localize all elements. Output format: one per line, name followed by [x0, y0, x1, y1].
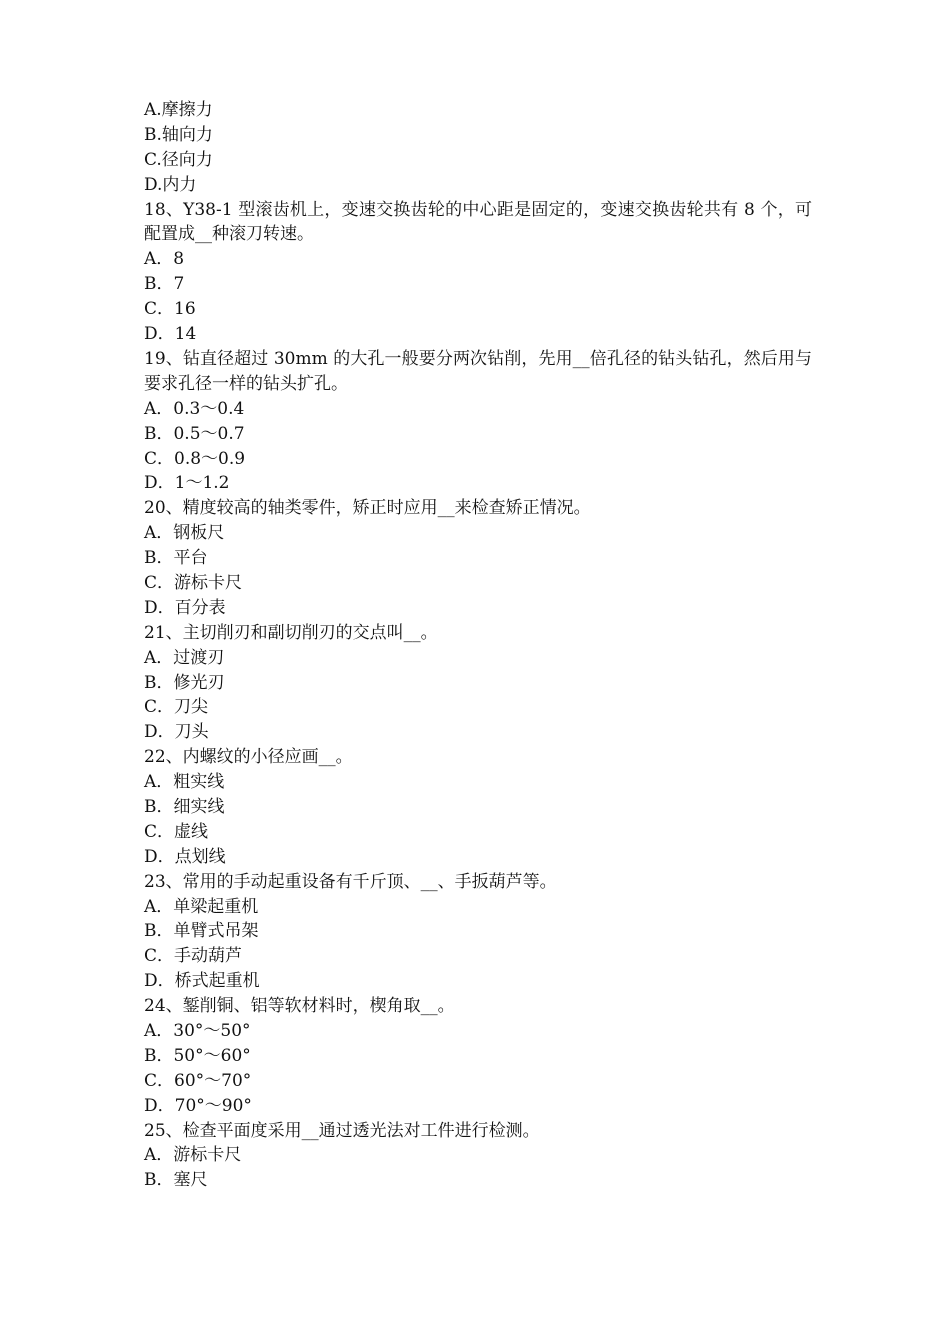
question-22	[144, 745, 812, 869]
option-d: D．桥式起重机	[144, 971, 260, 992]
previous-question-options	[144, 98, 812, 198]
option-c: C．刀尖	[144, 697, 209, 718]
option-d: D.内力	[144, 174, 197, 195]
question-stem: 24、錾削铜、铝等软材料时，楔角取__。	[144, 996, 455, 1017]
option-d: D．点划线	[144, 846, 226, 867]
option-b: B．修光刃	[144, 672, 225, 693]
option-b: B．塞尺	[144, 1170, 208, 1191]
option-d: D．百分表	[144, 597, 226, 618]
option-b: B．0.5～0.7	[144, 423, 245, 444]
option-b: B.轴向力	[144, 124, 213, 145]
option-a: A．过渡刃	[144, 647, 225, 668]
question-stem: 18、Y38-1 型滚齿机上，变速交换齿轮的中心距是固定的，变速交换齿轮共有 8 个，可配置成__种滚刀转速。	[144, 199, 812, 245]
option-a: A．30°～50°	[144, 1021, 251, 1042]
option-b: B．平台	[144, 548, 208, 569]
option-d: D．1～1.2	[144, 473, 230, 494]
option-d: D．刀头	[144, 722, 209, 743]
option-c: C．0.8～0.9	[144, 448, 246, 469]
option-a: A．单梁起重机	[144, 896, 259, 917]
option-d: D．70°～90°	[144, 1095, 252, 1116]
question-18	[144, 198, 812, 347]
question-stem: 23、常用的手动起重设备有千斤顶、__、手扳葫芦等。	[144, 871, 557, 892]
option-b: B．50°～60°	[144, 1045, 251, 1066]
document-body	[144, 98, 812, 1193]
question-19	[144, 347, 812, 496]
option-c: C.径向力	[144, 149, 213, 170]
question-stem: 19、钻直径超过 30mm 的大孔一般要分两次钻削，先用__倍孔径的钻头钻孔，然后用与要求孔径一样的钻头扩孔。	[144, 348, 812, 394]
option-d: D．14	[144, 324, 197, 345]
question-23	[144, 870, 812, 994]
option-c: C．游标卡尺	[144, 572, 243, 593]
question-stem: 25、检查平面度采用__通过透光法对工件进行检测。	[144, 1120, 540, 1141]
option-b: B．细实线	[144, 797, 225, 817]
option-a: A．粗实线	[144, 772, 225, 793]
option-c: C．虚线	[144, 821, 209, 842]
option-a: A．游标卡尺	[144, 1145, 242, 1166]
option-c: C．60°～70°	[144, 1070, 252, 1091]
option-a: A．0.3～0.4	[144, 398, 245, 419]
option-a: A.摩擦力	[144, 100, 213, 120]
option-a: A．8	[144, 249, 185, 270]
question-24	[144, 994, 812, 1118]
question-stem: 22、内螺纹的小径应画__。	[144, 747, 353, 768]
question-21	[144, 621, 812, 745]
option-a: A．钢板尺	[144, 523, 225, 544]
question-stem: 21、主切削刃和副切削刃的交点叫__。	[144, 622, 438, 643]
option-b: B．单臂式吊架	[144, 921, 259, 942]
question-stem: 20、精度较高的轴类零件，矫正时应用__来检查矫正情况。	[144, 498, 591, 519]
option-c: C．手动葫芦	[144, 946, 243, 967]
option-c: C．16	[144, 299, 196, 320]
question-20	[144, 496, 812, 620]
question-25	[144, 1119, 812, 1194]
option-b: B．7	[144, 274, 185, 295]
